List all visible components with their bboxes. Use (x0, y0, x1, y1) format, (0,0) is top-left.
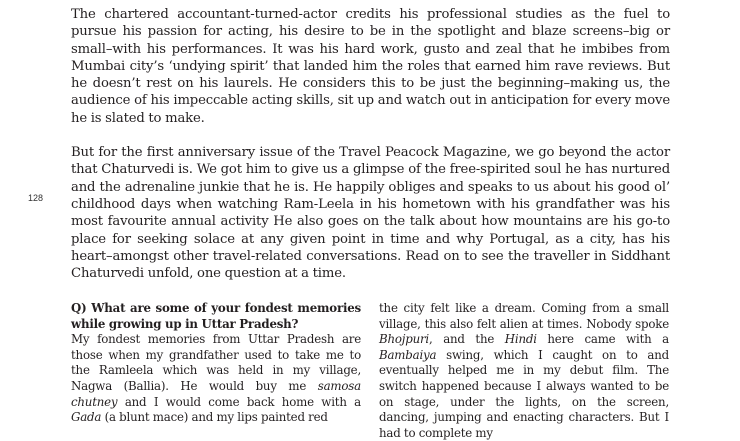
answer-text: the city felt like a dream. Coming from a small village, this also felt alien at times. Nobody spoke (379, 301, 669, 331)
answer-1-part-b (379, 301, 669, 441)
answer-emphasis: Hindi (504, 332, 537, 347)
intro-paragraph-1: The chartered accountant-turned-actor credits his professional studies as the fuel to pursue his passion for acting, his desire to be in the spotlight and blaze screens–big or small–with his performances. It was his hard work, gusto and zeal that he imbibes from Mumbai city’s ‘undying spirit’ that landed him the roles that earned him rave reviews. But he doesn’t rest on his laurels. He considers this to be just the beginning–making us, the audience of his impeccable acting skills, sit up and watch out in anticipation for every move he is slated to make. (71, 7, 670, 126)
intro-text (71, 6, 670, 299)
interview-column-right (379, 301, 669, 441)
answer-text: , and the (429, 332, 505, 347)
intro-paragraph-2: But for the first anniversary issue of the Travel Peacock Magazine, we go beyond the actor that Chaturvedi is. We got him to give us a glimpse of the free-spirited soul he has nurtured and the adrenaline junkie that he is. He happily obliges and speaks to us about his good ol’ childhood days when watching Ram-Leela in his hometown with his grandfather was his most favourite annual activity He also goes on the talk about how mountains are his go-to place for seeking solace at any given point in time and why Portugal, as a city, has his heart–amongst other travel-related conversations. Read on to see the traveller in Siddhant Chaturvedi unfold, one question at a time. (71, 145, 670, 282)
answer-emphasis: Bambaiya (379, 347, 437, 362)
answer-emphasis: Bhojpuri (379, 332, 429, 347)
page-number: 128 (28, 193, 44, 203)
interview-column-left (71, 301, 361, 426)
answer-text: (a blunt mace) and my lips painted red (101, 410, 328, 425)
answer-text: and I would come back home with a (117, 394, 361, 409)
answer-emphasis: samosa chutney (71, 378, 361, 409)
answer-1-part-a (71, 332, 361, 426)
answer-emphasis: Gada (71, 410, 102, 425)
answer-text: here came with a (536, 332, 669, 347)
answer-text: swing, which I caught on to and eventually helped me in my debut film. The switch happened because I always wanted to be on stage, under the lights, on the screen, dancing, jumping and enacting characters. But I had to complete my (379, 347, 669, 440)
question-1: Q) What are some of your fondest memories while growing up in Uttar Pradesh? (71, 301, 361, 331)
answer-text: My fondest memories from Uttar Pradesh are those when my grandfather used to take me to the Ramleela which was held in my village, Nagwa (Ballia). He would buy me (71, 332, 361, 393)
